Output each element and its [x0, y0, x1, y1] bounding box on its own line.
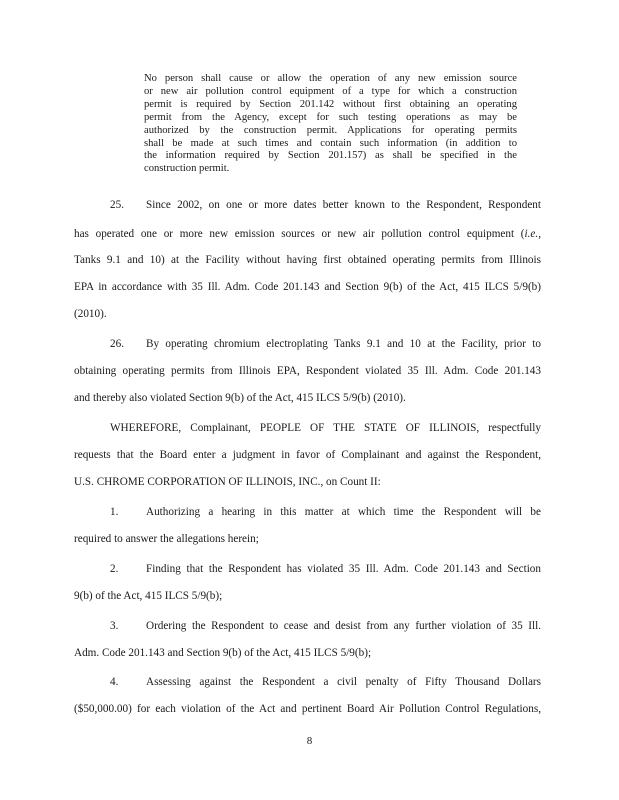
relief-item-4-cont: ($50,000.00) for each violation of the Act and pertinent Board Air Pollution Control Regulations,: [74, 703, 541, 715]
item-number: 3.: [110, 620, 119, 632]
quote-line: permit from the Agency, except for such testing operations as may be: [144, 111, 517, 123]
paragraph-25-line-3: Tanks 9.1 and 10) at the Facility without having first obtained operating permits from Illinois: [74, 254, 541, 266]
page-number: 8: [306, 735, 313, 747]
text-run: has operated one or more new emission sources or new air pollution control equipment (: [74, 228, 525, 240]
item-first-line: Ordering the Respondent to cease and desist from any further violation of 35 Ill.: [146, 620, 541, 632]
text-run: ,: [538, 228, 541, 240]
quote-line: No person shall cause or allow the operation of any new emission source: [144, 73, 517, 84]
paragraph-26-line-2: obtaining operating permits from Illinois EPA, Respondent violated 35 Ill. Adm. Code 201.143: [74, 365, 541, 377]
paragraph-first-line: Since 2002, on one or more dates better known to the Respondent, Respondent: [146, 199, 541, 211]
quote-line: or new air pollution control equipment of a type for which a construction: [144, 85, 517, 97]
paragraph-25-line-5: (2010).: [74, 308, 107, 320]
quote-line: construction permit.: [144, 163, 230, 175]
item-first-line: Assessing against the Respondent a civil penalty of Fifty Thousand Dollars: [146, 676, 541, 688]
item-first-line: Finding that the Respondent has violated 35 Ill. Adm. Code 201.143 and Section: [146, 563, 541, 575]
wherefore-line-3: U.S. CHROME CORPORATION OF ILLINOIS, INC., on Count II:: [74, 476, 381, 488]
quote-line: the information required by Section 201.157) as shall be specified in the: [144, 150, 517, 162]
relief-item-2-cont: 9(b) of the Act, 415 ILCS 5/9(b);: [74, 590, 223, 602]
item-number: 1.: [110, 506, 119, 518]
regulation-quote: [144, 73, 517, 176]
quote-line: shall be made at such times and contain such information (in addition to: [144, 137, 517, 149]
paragraph-25-line-4: EPA in accordance with 35 Ill. Adm. Code 201.143 and Section 9(b) of the Act, 415 ILCS 5/9(b): [74, 281, 541, 293]
wherefore-line-2: requests that the Board enter a judgment in favor of Complainant and against the Respondent,: [74, 449, 541, 461]
relief-item-1-cont: required to answer the allegations herein;: [74, 533, 259, 545]
italic-ie: i.e.: [524, 228, 539, 240]
paragraph-number: 25.: [110, 199, 124, 211]
relief-item-3-cont: Adm. Code 201.143 and Section 9(b) of the Act, 415 ILCS 5/9(b);: [74, 647, 372, 659]
paragraph-25-line-2: [74, 227, 541, 241]
item-number: 4.: [110, 676, 119, 688]
item-first-line: Authorizing a hearing in this matter at which time the Respondent will be: [146, 506, 541, 518]
paragraph-26-line-3: and thereby also violated Section 9(b) of the Act, 415 ILCS 5/9(b) (2010).: [74, 392, 406, 404]
item-number: 2.: [110, 563, 119, 575]
wherefore-line-1: WHEREFORE, Complainant, PEOPLE OF THE STATE OF ILLINOIS, respectfully: [110, 422, 541, 434]
quote-line: permit is required by Section 201.142 without first obtaining an operating: [144, 98, 517, 110]
paragraph-number: 26.: [110, 338, 124, 350]
quote-line: authorized by the construction permit. Applications for operating permits: [144, 124, 517, 136]
paragraph-first-line: By operating chromium electroplating Tanks 9.1 and 10 at the Facility, prior to: [146, 338, 541, 350]
